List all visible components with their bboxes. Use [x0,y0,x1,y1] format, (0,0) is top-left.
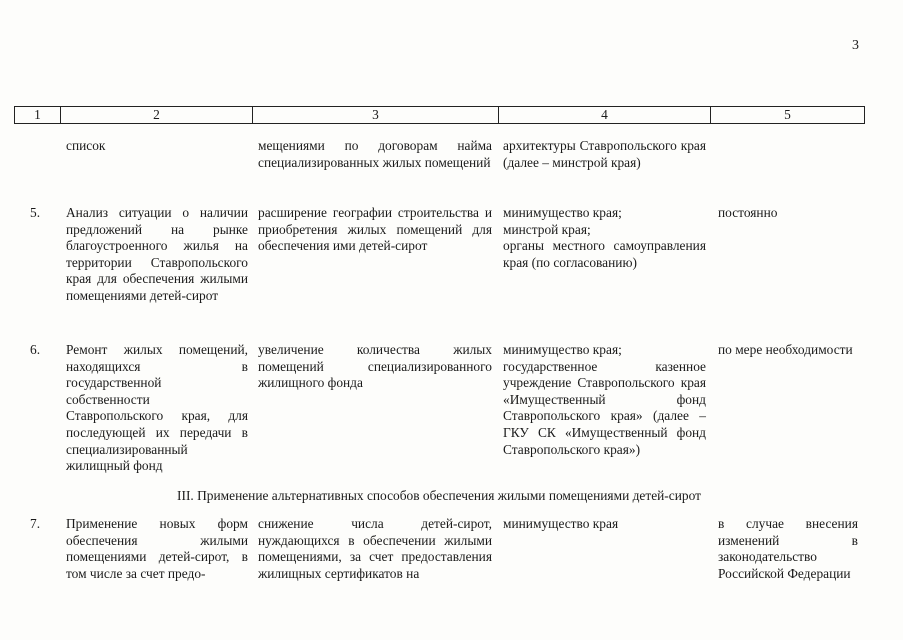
header-row [15,107,865,124]
row-5-responsible [503,205,706,271]
row-5-result: расширение географии строительства и приобретения жилых помещений для обеспечения ими детей-сирот [258,205,492,254]
header-cell-5: 5 [711,107,865,124]
section-title: III. Применение альтернативных способов обеспечения жилыми помещениями детей-сирот [177,488,701,503]
page-number: 3 [852,38,859,53]
row-5-responsible-line: органы местного самоуправления края (по согласованию) [503,238,706,270]
row-6-responsible [503,342,706,458]
header-cell-2: 2 [61,107,253,124]
row-6-result: увеличение количества жилых помещений специализированного жилищного фонда [258,342,492,391]
row-5-number: 5. [30,205,41,220]
row-5-deadline: постоянно [718,205,778,220]
header-cell-1: 1 [15,107,61,124]
header-cell-3: 3 [253,107,499,124]
row-5-responsible-line: минстрой края; [503,221,591,237]
row-continued-col3: мещениями по договорам найма специализированных жилых помещений [258,138,492,170]
row-6-deadline: по мере необходимости [718,342,853,357]
row-continued-col2: список [66,138,106,153]
row-7-activity: Применение новых форм обеспечения жилыми помещениями детей-сирот, в том числе за счет предо- [66,516,248,581]
header-cell-4: 4 [499,107,711,124]
row-7-responsible: минимущество края [503,516,619,531]
row-7-result: снижение числа детей-сирот, нуждающихся в обеспечении жилыми помещениями, за счет предоставления жилищных сертификатов на [258,516,492,581]
table-header [14,106,865,124]
row-6-responsible-line: государственное казенное учреждение Ставропольского края «Имущественный фонд Ставропольского края» (далее – ГКУ СК «Имущественный фонд Ставропольского края») [503,358,706,457]
row-5-responsible-line: минимущество края; [503,205,622,220]
row-continued-col4: архитектуры Ставропольского края (далее – минстрой края) [503,138,706,170]
row-5-activity: Анализ ситуации о наличии предложений на рынке благоустроенного жилья на территории Ставропольского края для обеспечения жилыми помещениями детей-сирот [66,205,248,303]
row-7-number: 7. [30,516,41,531]
row-6-number: 6. [30,342,41,357]
row-7-deadline: в случае внесения изменений в законодательство Российской Федерации [718,516,858,581]
row-6-activity: Ремонт жилых помещений, находящихся в государственной собственности Ставропольского края, для последующей их передачи в специализированный жилищный фонд [66,342,248,474]
row-6-responsible-line: минимущество края; [503,342,622,357]
